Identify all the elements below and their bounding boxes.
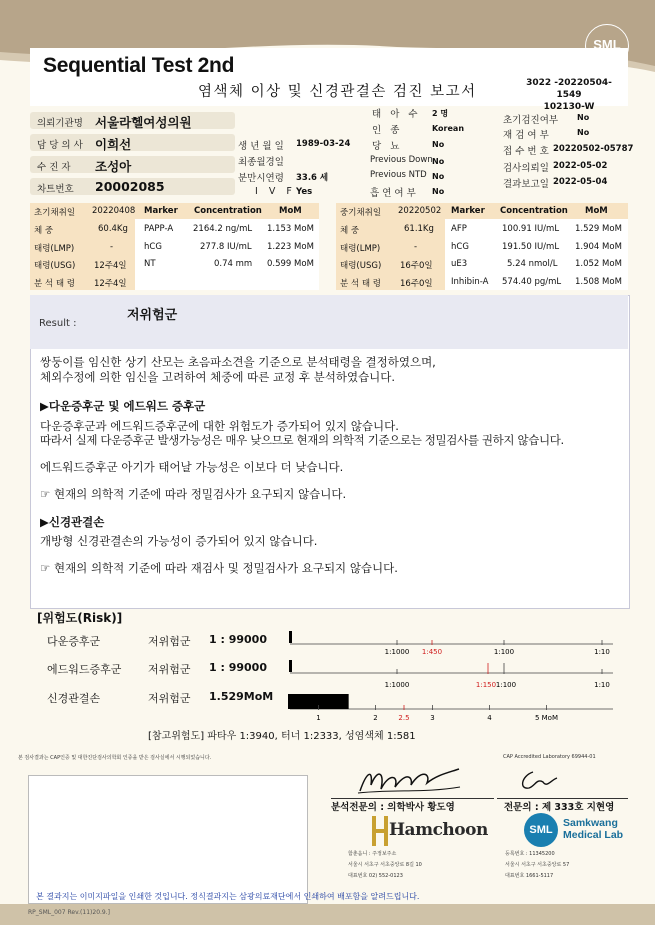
samkwang-address-line3: 대표번호 1661-5117 bbox=[505, 873, 554, 879]
reference-risk: [참고위험도] 파타우 1:3940, 터너 1:2333, 성염색체 1:581 bbox=[148, 731, 416, 742]
lmp-label: 최종월경일 bbox=[238, 157, 284, 168]
edwards-risk-marker bbox=[289, 660, 292, 672]
table2-row-value: 61.1Kg bbox=[404, 224, 434, 234]
table2-row-mom: 1.508 MoM bbox=[575, 277, 622, 287]
ntd-tick-label: 3 bbox=[430, 714, 435, 722]
table1-row-mom: 1.153 MoM bbox=[267, 224, 314, 234]
smoke-value: No bbox=[432, 187, 445, 196]
age-value: 33.6 세 bbox=[296, 173, 329, 183]
retest-label: 재 검 여 부 bbox=[503, 130, 549, 141]
diabetes-value: No bbox=[432, 140, 445, 149]
report-subtitle: 염색체 이상 및 신경관결손 검진 보고서 bbox=[198, 84, 477, 100]
samkwang-address-line2: 서울시 서초구 서초중앙로 57 bbox=[505, 862, 570, 868]
diabetes-label: 당 뇨 bbox=[372, 141, 403, 152]
table2-row-marker: Inhibin-A bbox=[451, 277, 489, 287]
first-exam-label: 초기검진여부 bbox=[503, 115, 559, 126]
edwards-tick-label: 1:10 bbox=[594, 681, 610, 689]
sml-logo: SML bbox=[585, 24, 629, 68]
risk-name-ntd: 신경관결손 bbox=[47, 692, 101, 705]
ntd-section-heading: ▶신경관결손 bbox=[40, 515, 105, 529]
table1-row-mom: 1.223 MoM bbox=[267, 242, 314, 252]
ivf-value: Yes bbox=[296, 187, 313, 197]
risk-level-down: 저위험군 bbox=[148, 635, 191, 648]
table1-row-label: 태령(LMP) bbox=[34, 244, 75, 254]
table2-row-conc: 191.50 IU/mL bbox=[502, 242, 560, 252]
table2-col-mom: MoM bbox=[585, 206, 608, 216]
form-number: RP_SML_007 Rev.(11)20.9.] bbox=[28, 909, 110, 916]
table2-col-marker: Marker bbox=[451, 206, 485, 216]
ivf-label: I V F bbox=[255, 186, 296, 197]
down-note: ☞ 현재의 의학적 기준에 따라 정밀검사가 요구되지 않습니다. bbox=[40, 487, 347, 501]
report-number-line2: 102130-W bbox=[543, 102, 595, 112]
down-section-heading: ▶다운증후군 및 에드워드 증후군 bbox=[40, 399, 206, 413]
table2-row-label: 태령(LMP) bbox=[340, 244, 381, 254]
remarks-box bbox=[28, 775, 308, 904]
hamchoon-brand: Hamchoon bbox=[389, 820, 488, 840]
table2-row-conc: 5.24 nmol/L bbox=[507, 259, 558, 269]
result-header bbox=[30, 295, 628, 349]
report-title: Sequential Test 2nd bbox=[43, 54, 235, 77]
hospital-label: 의뢰기관명 bbox=[37, 118, 83, 129]
risk-level-edwards: 저위험군 bbox=[148, 663, 191, 676]
analyst-signature-title: 분석전문의 : 의학박사 황도영 bbox=[331, 802, 455, 813]
table2-row-mom: 1.904 MoM bbox=[575, 242, 622, 252]
ntd-tick-label: 4 bbox=[487, 714, 492, 722]
result-intro-line2: 체외수정에 의한 임신을 고려하여 체중에 따른 교정 후 분석하였습니다. bbox=[40, 370, 396, 384]
fetus-value: 2 명 bbox=[432, 109, 449, 118]
table2-row-mom: 1.052 MoM bbox=[575, 259, 622, 269]
hamchoon-address-line1: 함춘옴니 : 주정보주소 bbox=[348, 851, 397, 857]
table1-row-value: - bbox=[110, 242, 114, 252]
cap-number: CAP Accredited Laboratory 69944-01 bbox=[503, 754, 596, 760]
edwards-text: 에드워드증후군 아기가 태어날 가능성은 이보다 더 낮습니다. bbox=[40, 460, 344, 474]
down-tick-label: 1:100 bbox=[493, 648, 515, 656]
table1-col-marker: Marker bbox=[144, 206, 178, 216]
edwards-tick-label: 1:100 bbox=[495, 681, 517, 689]
table2-row-conc: 100.91 IU/mL bbox=[502, 224, 560, 234]
risk-value-edwards: 1 : 99000 bbox=[209, 661, 267, 674]
table1-row-value: 12주4일 bbox=[94, 261, 127, 271]
ntd-note: ☞ 현재의 의학적 기준에 따라 재검사 및 정밀검사가 요구되지 않습니다. bbox=[40, 561, 398, 575]
table1-row-mom: 0.599 MoM bbox=[267, 259, 314, 269]
receipt-value: 20220502-05787 bbox=[553, 144, 634, 154]
edwards-tick-label-cutoff: 1:150 bbox=[475, 681, 497, 689]
hamchoon-logo-icon bbox=[372, 816, 388, 846]
ntd-ticks bbox=[316, 705, 558, 722]
table2-head-label: 중기채취일 bbox=[340, 208, 382, 218]
ntd-tick-label: 2.5 bbox=[398, 714, 410, 722]
hospital-value: 서울라헬여성의원 bbox=[95, 115, 192, 130]
report-number bbox=[519, 77, 619, 113]
edwards-tick-label: 1:1000 bbox=[384, 681, 410, 689]
table2-col-concentration: Concentration bbox=[500, 206, 568, 216]
race-label: 인 종 bbox=[372, 125, 403, 136]
samkwang-brand-line1: Samkwang bbox=[563, 817, 618, 829]
table2-row-label: 분 석 태 령 bbox=[340, 279, 381, 289]
table2-row-value: 16주0일 bbox=[400, 261, 433, 271]
risk-value-ntd: 1.529MoM bbox=[209, 690, 274, 703]
table1-col-mom: MoM bbox=[279, 206, 302, 216]
first-exam-value: No bbox=[577, 113, 590, 122]
signature-ji bbox=[515, 766, 565, 796]
fetus-label: 태 아 수 bbox=[372, 109, 421, 120]
table2-row-marker: AFP bbox=[451, 224, 467, 234]
doctor-label: 담 당 의 사 bbox=[37, 140, 83, 151]
request-date-label: 검사의뢰일 bbox=[503, 163, 549, 174]
table2-head-date: 20220502 bbox=[398, 206, 442, 216]
age-label: 분만시연령 bbox=[238, 173, 284, 184]
patient-label: 수 진 자 bbox=[37, 162, 71, 173]
result-intro-line1: 쌍둥이를 임신한 상기 산모는 초음파소견을 기준으로 분석태령을 결정하였으며, bbox=[40, 355, 436, 369]
prev-ntd-label: Previous NTD bbox=[370, 170, 427, 180]
receipt-label: 접 수 번 호 bbox=[503, 146, 549, 157]
report-date-value: 2022-05-04 bbox=[553, 177, 608, 187]
prev-down-value: No bbox=[432, 157, 445, 166]
ntd-tick-label: 2 bbox=[373, 714, 378, 722]
table1-row-conc: 2164.2 ng/mL bbox=[193, 224, 253, 234]
table1-head-label: 초기채취일 bbox=[34, 208, 76, 218]
down-text-line2: 따라서 실제 다운증후군 발생가능성은 매우 낮으므로 현재의 의학적 기준으로는 정밀검사를 권하지 않습니다. bbox=[40, 433, 564, 447]
report-number-line1: 3022 -20220504-1549 bbox=[526, 78, 612, 100]
chart-label: 차트번호 bbox=[37, 184, 74, 195]
smoke-label: 흡 연 여 부 bbox=[370, 188, 416, 199]
down-tick-label-cutoff: 1:450 bbox=[421, 648, 443, 656]
risk-name-down: 다운증후군 bbox=[47, 635, 101, 648]
table2-row-conc: 574.40 pg/mL bbox=[502, 277, 562, 287]
ntd-tick-label: 5 MoM bbox=[534, 714, 559, 722]
samkwang-brand-line2: Medical Lab bbox=[563, 829, 624, 841]
result-label: Result : bbox=[39, 318, 77, 329]
risk-value-down: 1 : 99000 bbox=[209, 633, 267, 646]
signature-hwang bbox=[355, 763, 465, 799]
prev-down-label: Previous Down bbox=[370, 155, 433, 165]
table2-row-label: 체 중 bbox=[340, 226, 360, 236]
table1-row-label: 체 중 bbox=[34, 226, 54, 236]
chart-value: 20002085 bbox=[95, 179, 165, 194]
prev-ntd-value: No bbox=[432, 172, 445, 181]
table2-row-marker: uE3 bbox=[451, 259, 468, 269]
result-value: 저위험군 bbox=[127, 308, 178, 323]
ntd-text: 개방형 신경관결손의 가능성이 증가되어 있지 않습니다. bbox=[40, 534, 318, 548]
hamchoon-address-line2: 서울시 서초구 서초중앙로 8길 10 bbox=[348, 862, 422, 868]
table1-head-date: 20220408 bbox=[92, 206, 136, 216]
down-tick-label: 1:1000 bbox=[384, 648, 410, 656]
birth-value: 1989-03-24 bbox=[296, 139, 351, 149]
table1-row-marker: hCG bbox=[144, 242, 162, 252]
hamchoon-address-line3: 대표번호 02) 552-0123 bbox=[348, 873, 403, 879]
down-tick-label: 1:10 bbox=[594, 648, 610, 656]
ntd-tick-label: 1 bbox=[316, 714, 321, 722]
table1-row-marker: NT bbox=[144, 259, 156, 269]
request-date-value: 2022-05-02 bbox=[553, 161, 608, 171]
doctor-value: 이희선 bbox=[95, 137, 132, 152]
table2-row-marker: hCG bbox=[451, 242, 469, 252]
risk-scales bbox=[280, 625, 620, 725]
risk-name-edwards: 에드워드증후군 bbox=[47, 663, 122, 676]
table1-row-label: 분 석 태 령 bbox=[34, 279, 75, 289]
footer-notice: 본 결과지는 이미지파일을 인쇄한 것입니다. 정식결과지는 삼광의료재단에서 인쇄하여 배포함을 알려드립니다. bbox=[36, 892, 420, 901]
specialist-signature-title: 전문의 : 제 333호 지현영 bbox=[504, 802, 615, 813]
sml-lab-logo-icon: SML bbox=[524, 813, 558, 847]
down-text-line1: 다운증후군과 에드워드증후군에 대한 위험도가 증가되어 있지 않습니다. bbox=[40, 419, 399, 433]
cap-note: 본 검사결과는 CAP인증 및 대한진단검사의학회 인증을 받은 검사실에서 시행되었습니다. bbox=[18, 755, 212, 761]
risk-title: [위험도(Risk)] bbox=[37, 611, 123, 625]
table2-row-mom: 1.529 MoM bbox=[575, 224, 622, 234]
samkwang-address-line1: 등록번호 : 11345200 bbox=[505, 851, 555, 857]
patient-value: 조성아 bbox=[95, 159, 132, 174]
table2-row-value: 16주0일 bbox=[400, 279, 433, 289]
table1-row-conc: 0.74 mm bbox=[214, 259, 253, 269]
birth-label: 생 년 월 일 bbox=[238, 141, 284, 152]
race-value: Korean bbox=[432, 124, 465, 133]
table1-row-label: 태령(USG) bbox=[34, 261, 76, 271]
table1-row-value: 12주4일 bbox=[94, 279, 127, 289]
table2-row-label: 태령(USG) bbox=[340, 261, 382, 271]
risk-level-ntd: 저위험군 bbox=[148, 692, 191, 705]
down-risk-marker bbox=[289, 631, 292, 643]
table2-row-value: - bbox=[414, 242, 418, 252]
table1-col-concentration: Concentration bbox=[194, 206, 262, 216]
retest-value: No bbox=[577, 128, 590, 137]
table1-row-conc: 277.8 IU/mL bbox=[200, 242, 252, 252]
table1-row-marker: PAPP-A bbox=[144, 224, 174, 234]
report-date-label: 결과보고일 bbox=[503, 179, 549, 190]
table1-row-value: 60.4Kg bbox=[98, 224, 128, 234]
